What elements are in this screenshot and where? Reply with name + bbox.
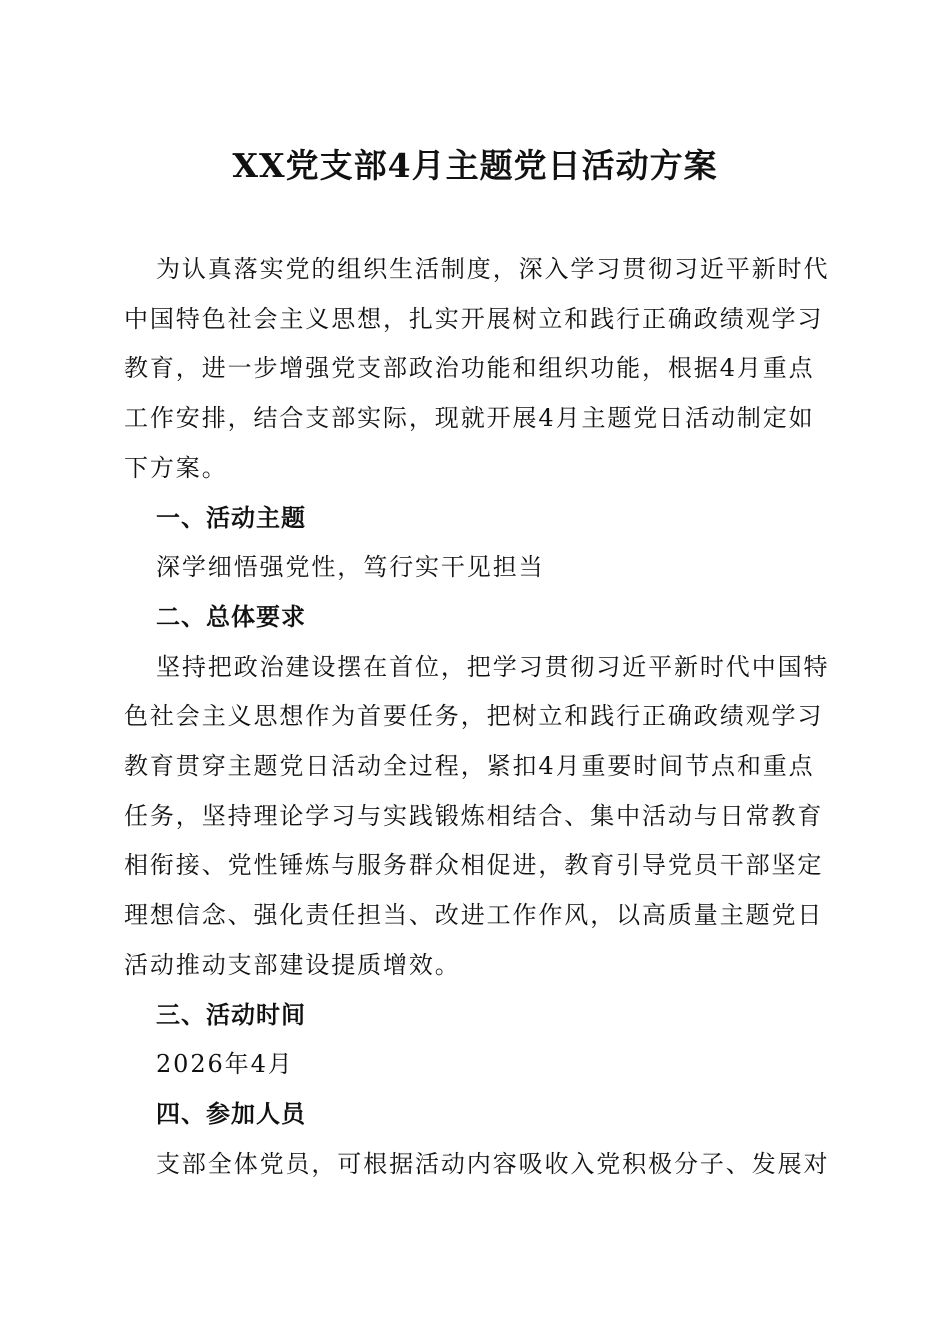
section-text-requirements: 理想信念、强化责任担当、改进工作作风，以高质量主题党日 xyxy=(124,901,824,930)
section-text-requirements: 活动推动支部建设提质增效。 xyxy=(124,950,461,979)
intro-line: 为认真落实党的组织生活制度，深入学习贯彻习近平新时代 xyxy=(156,255,830,283)
document-title: XX党支部4月主题党日活动方案 xyxy=(232,146,718,185)
section-heading-requirements: 二、总体要求 xyxy=(156,602,306,631)
intro-line: 中国特色社会主义思想，扎实开展树立和践行正确政绩观学习 xyxy=(124,304,824,333)
section-text-participants: 支部全体党员，可根据活动内容吸收入党积极分子、发展对 xyxy=(156,1149,830,1178)
section-text-requirements: 坚持把政治建设摆在首位，把学习贯彻习近平新时代中国特 xyxy=(156,652,830,681)
section-text-requirements: 色社会主义思想作为首要任务，把树立和践行正确政绩观学习 xyxy=(124,702,824,731)
section-text-requirements: 教育贯穿主题党日活动全过程，紧扣4月重要时间节点和重点 xyxy=(124,752,815,781)
document-body xyxy=(124,245,828,1189)
section-heading-theme: 一、活动主题 xyxy=(156,503,306,532)
section-heading-participants: 四、参加人员 xyxy=(156,1099,306,1128)
section-text-theme: 深学细悟强党性，笃行实干见担当 xyxy=(156,553,545,582)
section-heading-time: 三、活动时间 xyxy=(156,1000,306,1029)
intro-line: 工作安排，结合支部实际，现就开展4月主题党日活动制定如 xyxy=(124,404,815,433)
intro-line: 教育，进一步增强党支部政治功能和组织功能，根据4月重点 xyxy=(124,354,815,383)
intro-line: 下方案。 xyxy=(124,453,228,482)
section-text-requirements: 任务，坚持理论学习与实践锻炼相结合、集中活动与日常教育 xyxy=(124,801,824,830)
section-text-time: 2026年4月 xyxy=(156,1050,294,1079)
section-text-requirements: 相衔接、党性锤炼与服务群众相促进，教育引导党员干部坚定 xyxy=(124,851,824,880)
